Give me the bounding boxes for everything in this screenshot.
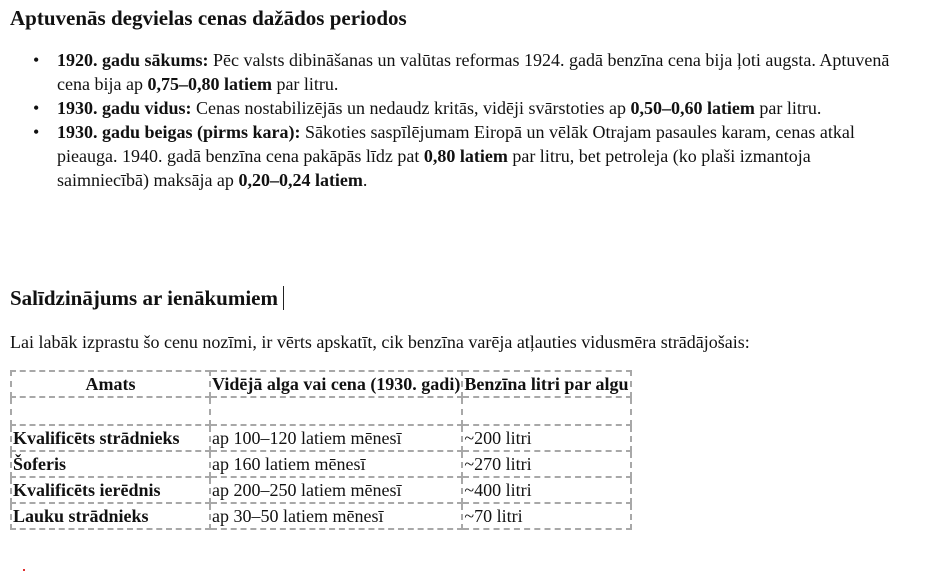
table-cell[interactable] [462,397,630,425]
column-header-liters: Benzīna litri par algu [462,371,630,397]
section-title-income-comparison[interactable] [10,285,284,311]
table-row [11,451,631,477]
table-cell: Šoferis [11,451,210,477]
item-value: 0,20–0,24 latiem [238,170,363,190]
table-cell: ~70 litri [462,503,630,529]
table-cell: ap 160 latiem mēnesī [210,451,462,477]
item-value: 0,75–0,80 latiem [147,74,272,94]
table-cell: ap 100–120 latiem mēnesī [210,425,462,451]
table-cell[interactable] [210,397,462,425]
text-cursor [283,286,284,310]
table-cell: ~200 litri [462,425,630,451]
item-text: par litru. [271,74,339,94]
item-label: 1930. gadu vidus: [57,98,192,118]
column-header-position: Amats [11,371,210,397]
table-cell: ~400 litri [462,477,630,503]
item-label: 1920. gadu sākums: [57,50,209,70]
table-cell: Kvalificēts strādnieks [11,425,210,451]
table-row [11,397,631,425]
table-cell: ap 30–50 latiem mēnesī [210,503,462,529]
item-text: Sākoties saspīlējumam Eiropā un vēlāk Otrajam pasaules karam, cenas atkal pieauga. 1940. gadā benzīna cena pakāpās līdz pat [57,122,855,166]
table-cell[interactable] [11,397,210,425]
section-title-fuel-prices: Aptuvenās degvielas cenas dažādos periodos [10,6,407,30]
item-text: par litru. [754,98,822,118]
item-value: 0,50–0,60 latiem [630,98,755,118]
item-text: . [362,170,368,190]
period-list [0,48,900,192]
table-row [11,477,631,503]
bullet-icon: • [33,122,40,142]
item-value: 0,80 latiem [423,146,508,166]
list-item [0,120,900,192]
list-item [0,48,900,96]
heading-text: Salīdzinājums ar ienākumiem [10,286,278,310]
table-row [11,425,631,451]
table-cell: ap 200–250 latiem mēnesī [210,477,462,503]
spellcheck-mark [23,569,25,571]
column-header-salary: Vidējā alga vai cena (1930. gadi) [210,371,462,397]
table-row [11,503,631,529]
table-cell: ~270 litri [462,451,630,477]
table-cell: Kvalificēts ierēdnis [11,477,210,503]
intro-paragraph: Lai labāk izprastu šo cenu nozīmi, ir vērts apskatīt, cik benzīna varēja atļauties vidusmēra strādājošais: [10,332,750,352]
item-text: par litru, bet petroleja (ko plaši izmantoja saimniecībā) maksāja ap [57,146,811,190]
bullet-icon: • [33,50,40,70]
list-item [0,96,900,120]
item-text: Pēc valsts dibināšanas un valūtas reformas 1924. gadā benzīna cena bija ļoti augsta. Aptuvenā cena bija ap [57,50,890,94]
table-cell: Lauku strādnieks [11,503,210,529]
table-header-row [11,371,631,397]
item-label: 1930. gadu beigas (pirms kara): [57,122,301,142]
bullet-icon: • [33,98,40,118]
item-text: Cenas nostabilizējās un nedaudz kritās, vidēji svārstoties ap [191,98,631,118]
income-comparison-table [10,370,632,530]
